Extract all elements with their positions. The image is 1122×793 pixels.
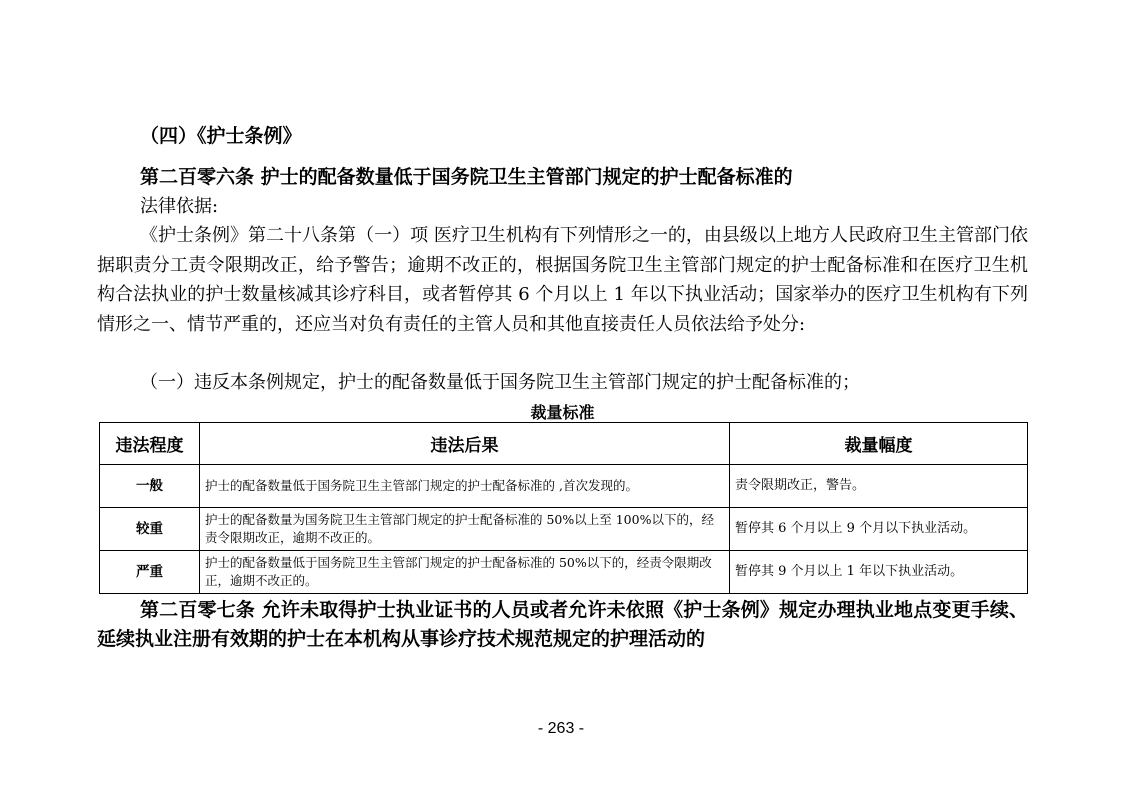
next-article-title: 第二百零七条 允许未取得护士执业证书的人员或者允许未依照《护士条例》规定办理执业地点变更手续、延续执业注册有效期的护士在本机构从事诊疗技术规范规定的护理活动的	[97, 599, 1028, 650]
legal-basis-text: 《护士条例》第二十八条第（一）项 医疗卫生机构有下列情形之一的，由县级以上地方人民政府卫生主管部门依据职责分工责令限期改正，给予警告；逾期不改正的，根据国务院卫生主管部门规定的护士配备标准和在医疗卫生机构合法执业的护士数量核减其诊疗科目，或者暂停其 6 个月以上 1 年以下执业活动；国家举办的医疗卫生机构有下列情形之一、情节严重的，还应当对负有责任的主管人员和其他直接责任人员依法给予处分:	[97, 225, 1028, 335]
violation-consequence-cell: 护士的配备数量低于国务院卫生主管部门规定的护士配备标准的 ,首次发现的。	[200, 465, 730, 508]
article-title: 第二百零六条 护士的配备数量低于国务院卫生主管部门规定的护士配备标准的	[140, 166, 793, 188]
discretion-standard-table	[99, 422, 1028, 594]
header-penalty-range: 裁量幅度	[730, 423, 1028, 465]
header-violation-degree: 违法程度	[100, 423, 200, 465]
violation-degree-cell: 较重	[100, 508, 200, 551]
section-subheading: （四）《护士条例》	[140, 125, 302, 147]
violation-consequence-cell: 护士的配备数量为国务院卫生主管部门规定的护士配备标准的 50%以上至 100%以下的，经责令限期改正，逾期不改正的。	[200, 508, 730, 551]
legal-basis-item: （一）违反本条例规定，护士的配备数量低于国务院卫生主管部门规定的护士配备标准的；	[140, 372, 860, 393]
table-caption: 裁量标准	[530, 403, 595, 422]
page-number: - 263 -	[537, 720, 585, 737]
violation-consequence-cell: 护士的配备数量低于国务院卫生主管部门规定的护士配备标准的 50%以下的，经责令限期改正，逾期不改正的。	[200, 551, 730, 594]
table-header-row	[100, 423, 1028, 465]
penalty-range-cell: 责令限期改正，警告。	[730, 465, 1028, 508]
header-violation-consequence: 违法后果	[200, 423, 730, 465]
legal-basis-label: 法律依据:	[140, 196, 219, 217]
table-row	[100, 551, 1028, 594]
penalty-range-cell: 暂停其 6 个月以上 9 个月以下执业活动。	[730, 508, 1028, 551]
table-row	[100, 508, 1028, 551]
penalty-range-cell: 暂停其 9 个月以上 1 年以下执业活动。	[730, 551, 1028, 594]
table-row	[100, 465, 1028, 508]
violation-degree-cell: 一般	[100, 465, 200, 508]
violation-degree-cell: 严重	[100, 551, 200, 594]
